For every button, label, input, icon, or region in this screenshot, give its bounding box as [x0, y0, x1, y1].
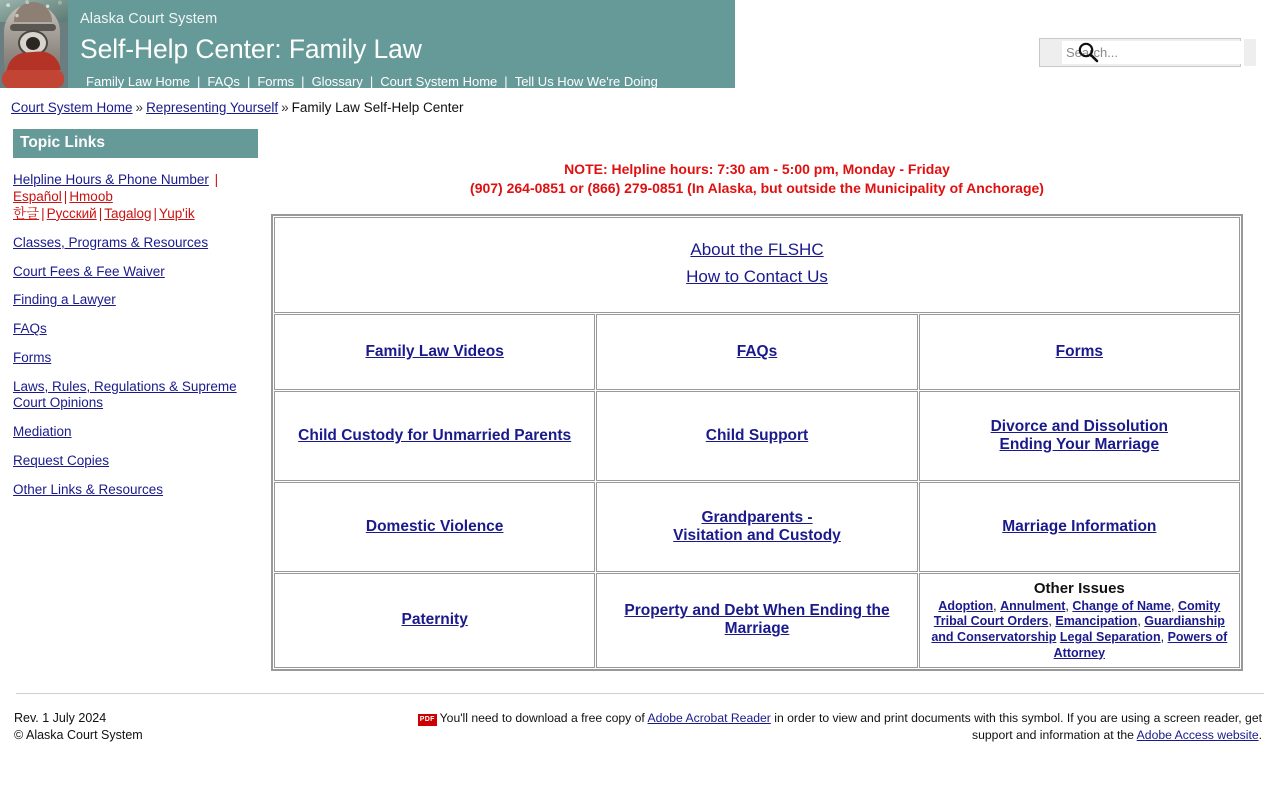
main-content	[268, 129, 1280, 671]
grid-cell-other-issues	[919, 573, 1240, 669]
grid-cell-about[interactable]	[274, 217, 1240, 313]
link-divorce-dissolution-line2[interactable]: Ending Your Marriage	[999, 435, 1160, 453]
sidebar-link-laws-rules[interactable]: Laws, Rules, Regulations & Supreme Court Opinions	[13, 379, 237, 411]
grid-cell-paternity[interactable]	[274, 573, 595, 669]
footer-revision: Rev. 1 July 2024	[14, 711, 107, 726]
totem-pole-photo	[0, 0, 68, 88]
link-family-law-videos[interactable]: Family Law Videos	[365, 342, 504, 360]
nav-item-court-system-home[interactable]: Court System Home	[380, 74, 498, 89]
sidebar-item-faqs	[13, 321, 245, 350]
sidebar-item-finding-a-lawyer	[13, 292, 245, 321]
other-separator: ,	[1171, 598, 1175, 613]
grid-cell-divorce-dissolution[interactable]	[919, 391, 1240, 481]
nav-item-glossary[interactable]: Glossary	[311, 74, 363, 89]
link-how-to-contact-us[interactable]: How to Contact Us	[686, 266, 828, 286]
lang-separator: |	[98, 205, 103, 221]
sidebar-link-hmoob[interactable]: Hmoob	[69, 188, 113, 204]
footer-left	[14, 710, 364, 744]
table-row	[274, 314, 1240, 390]
link-faqs[interactable]: FAQs	[736, 342, 778, 360]
footer-text-3: .	[1258, 728, 1262, 743]
language-links-line-2	[13, 205, 245, 222]
link-forms[interactable]: Forms	[1055, 342, 1104, 360]
link-property-and-debt-line1[interactable]: Property and Debt When Ending the	[624, 602, 890, 620]
agency-name: Alaska Court System	[80, 11, 218, 27]
sidebar	[0, 129, 268, 511]
nav-separator: |	[301, 74, 305, 89]
sidebar-link-russian[interactable]: Русский	[46, 205, 97, 221]
link-property-and-debt-line2[interactable]: Marriage	[724, 620, 790, 638]
sidebar-link-classes[interactable]: Classes, Programs & Resources	[13, 234, 209, 250]
breadcrumb-separator: »	[135, 100, 144, 115]
site-footer	[0, 694, 1280, 744]
lang-separator: |	[63, 188, 68, 204]
other-separator: ,	[1065, 598, 1069, 613]
sidebar-link-espanol[interactable]: Español	[13, 188, 62, 204]
sidebar-link-helpline[interactable]: Helpline Hours & Phone Number	[13, 171, 209, 187]
sidebar-item-request-copies	[13, 453, 245, 482]
link-adoption[interactable]: Adoption	[938, 598, 994, 613]
sidebar-link-request-copies[interactable]: Request Copies	[13, 452, 110, 468]
other-issues-title: Other Issues	[1033, 579, 1125, 597]
topic-grid	[271, 214, 1243, 672]
nav-item-faqs[interactable]: FAQs	[207, 74, 240, 89]
link-divorce-dissolution-line1[interactable]: Divorce and Dissolution	[990, 417, 1169, 435]
nav-separator: |	[504, 74, 508, 89]
link-child-support[interactable]: Child Support	[705, 426, 809, 444]
link-change-of-name[interactable]: Change of Name	[1072, 598, 1171, 613]
nav-separator: |	[246, 74, 251, 89]
other-separator: ,	[1160, 629, 1165, 644]
link-paternity[interactable]: Paternity	[401, 611, 468, 629]
nav-separator: |	[369, 74, 374, 89]
table-row	[274, 217, 1240, 313]
link-grandparents-line1[interactable]: Grandparents -	[701, 508, 813, 526]
language-links-line-1	[13, 188, 245, 205]
helpline-notice	[268, 129, 1246, 198]
grid-cell-child-custody[interactable]	[274, 391, 595, 481]
table-row	[274, 482, 1240, 572]
lang-separator: |	[41, 205, 45, 221]
page-title: Self-Help Center: Family Law	[80, 33, 422, 64]
site-header	[0, 0, 735, 88]
other-separator: ,	[1048, 614, 1052, 629]
nav-item-family-law-home[interactable]: Family Law Home	[86, 74, 191, 89]
sidebar-item-mediation	[13, 424, 245, 453]
grid-cell-child-support[interactable]	[596, 391, 917, 481]
sidebar-link-other-links[interactable]: Other Links & Resources	[13, 481, 164, 497]
sidebar-item-helpline	[13, 172, 245, 235]
other-issues-links	[928, 599, 1231, 662]
breadcrumb	[0, 88, 1280, 116]
sidebar-item-court-fees	[13, 264, 245, 293]
table-row	[274, 391, 1240, 481]
link-domestic-violence[interactable]: Domestic Violence	[365, 517, 504, 535]
header-banner	[68, 0, 735, 88]
other-separator: ,	[993, 598, 997, 613]
nav-item-forms[interactable]: Forms	[257, 74, 295, 89]
pdf-icon: PDF	[418, 714, 437, 726]
sidebar-link-finding-a-lawyer[interactable]: Finding a Lawyer	[13, 292, 116, 308]
header-nav	[80, 62, 735, 89]
footer-text-1: You'll need to download a free copy of	[439, 711, 648, 726]
sidebar-link-court-fees[interactable]: Court Fees & Fee Waiver	[13, 263, 165, 279]
grid-cell-family-law-videos[interactable]	[274, 314, 595, 390]
search-box[interactable]	[1039, 38, 1241, 67]
sidebar-item-laws-rules	[13, 379, 245, 424]
link-adobe-acrobat-reader[interactable]: Adobe Acrobat Reader	[647, 711, 771, 726]
footer-text-2: in order to view and print documents with this symbol. If you are using a screen reader, get support and information at the	[770, 711, 1262, 743]
link-about-flshc[interactable]: About the FLSHC	[690, 239, 824, 259]
notice-line-2: (907) 264-0851 or (866) 279-0851 (In Alaska, but outside the Municipality of Anchorage)	[470, 179, 1044, 196]
link-powers-of-attorney[interactable]: Powers of Attorney	[1053, 629, 1228, 660]
link-guardianship-conservatorship[interactable]: Guardianship and Conservatorship	[931, 614, 1225, 644]
link-comity-tribal-court-orders[interactable]: Comity Tribal Court Orders	[933, 598, 1221, 629]
sidebar-item-classes	[13, 235, 245, 264]
grid-cell-property-and-debt[interactable]	[596, 573, 917, 669]
lang-separator: |	[153, 205, 158, 221]
breadcrumb-item-current: Family Law Self-Help Center	[291, 100, 464, 115]
other-separator: ,	[1137, 614, 1141, 629]
sidebar-heading: Topic Links	[13, 129, 258, 158]
sidebar-links	[13, 158, 268, 511]
footer-copyright: © Alaska Court System	[14, 728, 143, 742]
notice-line-1: NOTE: Helpline hours: 7:30 am - 5:00 pm, Monday - Friday	[564, 160, 950, 177]
search-submit-button[interactable]	[1244, 39, 1256, 66]
sidebar-item-other-links	[13, 482, 245, 511]
sidebar-link-mediation[interactable]: Mediation	[13, 424, 72, 440]
breadcrumb-item-representing-yourself[interactable]: Representing Yourself	[146, 100, 279, 115]
grid-cell-grandparents[interactable]	[596, 482, 917, 572]
sidebar-item-forms	[13, 350, 245, 379]
footer-pdf-notice	[364, 710, 1262, 744]
search-input[interactable]	[1062, 41, 1244, 64]
sidebar-link-forms[interactable]: Forms	[13, 350, 52, 366]
helpline-separator: |	[214, 171, 219, 187]
grid-cell-forms[interactable]	[919, 314, 1240, 390]
sidebar-link-yupik[interactable]: Yup'ik	[159, 205, 195, 221]
sidebar-link-faqs[interactable]: FAQs	[13, 321, 47, 337]
nav-separator: |	[197, 74, 201, 89]
link-legal-separation[interactable]: Legal Separation	[1059, 629, 1161, 644]
breadcrumb-separator: »	[281, 100, 289, 115]
sidebar-link-tagalog[interactable]: Tagalog	[104, 205, 152, 221]
link-annulment[interactable]: Annulment	[1000, 598, 1066, 613]
page-body	[0, 116, 1280, 671]
nav-item-tell-us-how-were-doing[interactable]: Tell Us How We're Doing	[514, 74, 658, 89]
grid-cell-faqs[interactable]	[596, 314, 917, 390]
link-child-custody[interactable]: Child Custody for Unmarried Parents	[298, 426, 572, 444]
grid-cell-marriage-information[interactable]	[919, 482, 1240, 572]
link-emancipation[interactable]: Emancipation	[1055, 614, 1138, 629]
link-marriage-information[interactable]: Marriage Information	[1002, 517, 1157, 535]
grid-cell-domestic-violence[interactable]	[274, 482, 595, 572]
link-adobe-access-website[interactable]: Adobe Access website	[1136, 728, 1259, 743]
table-row	[274, 573, 1240, 669]
link-grandparents-line2[interactable]: Visitation and Custody	[673, 526, 841, 544]
breadcrumb-item-court-system-home[interactable]: Court System Home	[11, 100, 133, 115]
sidebar-link-korean[interactable]: 한글	[13, 205, 40, 221]
